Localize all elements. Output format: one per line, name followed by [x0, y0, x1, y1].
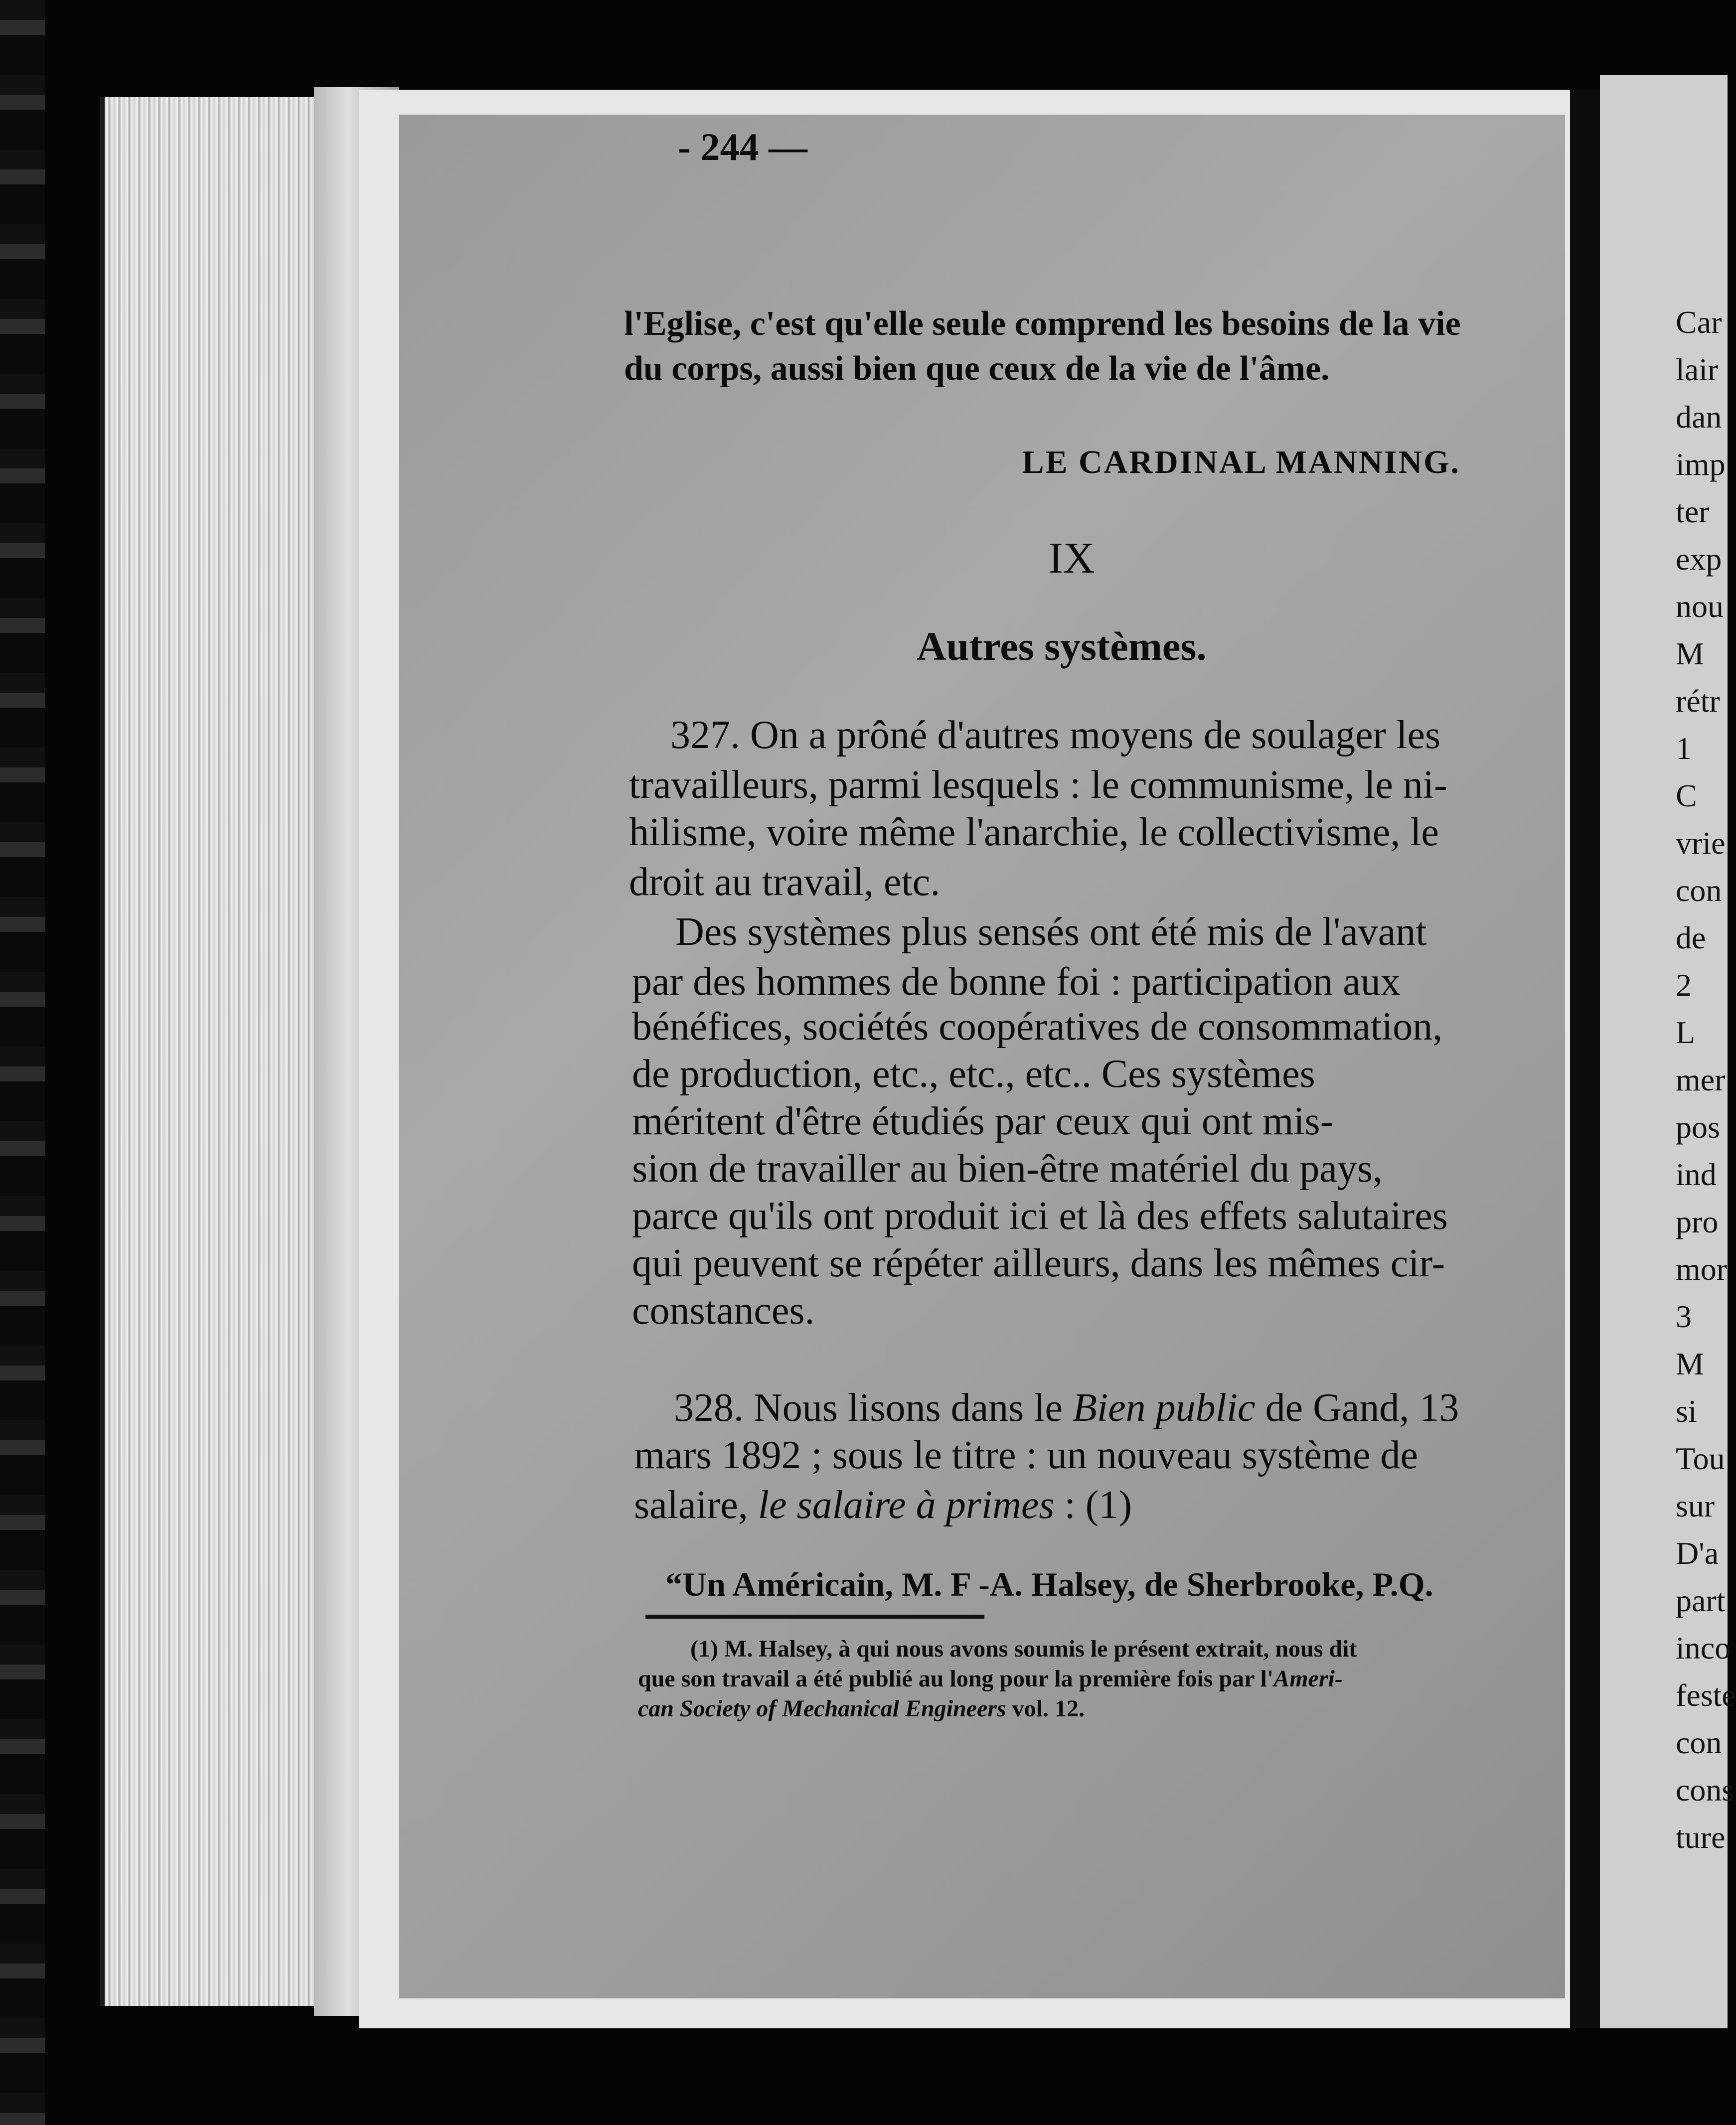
facing-page-fragment: Car	[1676, 304, 1722, 340]
facing-page-fragment: pro	[1676, 1204, 1719, 1239]
p2-line-8: qui peuvent se répéter ailleurs, dans les mêmes cir-	[632, 1241, 1445, 1285]
facing-page-fragment: de	[1676, 920, 1706, 955]
facing-page-fragment: part	[1676, 1583, 1726, 1618]
p328-line-1-b: de Gand, 13	[1255, 1386, 1459, 1430]
newspaper-title: Bien public	[1073, 1386, 1256, 1430]
facing-page-fragment: nou	[1676, 589, 1724, 624]
facing-page-fragment: sur	[1676, 1488, 1715, 1523]
footnote-line-2	[638, 1667, 1343, 1691]
p327-line-1: 327. On a prôné d'autres moyens de soulager les	[670, 713, 1441, 757]
p2-line-1: Des systèmes plus sensés ont été mis de l'avant	[675, 910, 1427, 954]
facing-page-fragment: M	[1676, 636, 1704, 671]
facing-page-fragment: ter	[1676, 494, 1710, 529]
p2-line-6: sion de travailler au bien-être matériel du pays,	[632, 1147, 1383, 1191]
quote-line: “Un Américain, M. F -A. Halsey, de Sherbrooke, P.Q.	[665, 1565, 1433, 1603]
p328-line-3-b: : (1)	[1054, 1483, 1132, 1527]
facing-page-fragment: inco	[1676, 1630, 1731, 1666]
facing-page-fragment: exp	[1676, 541, 1722, 577]
footnote-rule	[645, 1615, 984, 1619]
p328-line-1	[674, 1388, 1459, 1428]
p2-line-4: de production, etc., etc., etc.. Ces systèmes	[632, 1052, 1315, 1096]
p2-line-2: par des hommes de bonne foi : participation aux	[632, 960, 1401, 1004]
facing-page-fragment: si	[1676, 1393, 1697, 1429]
society-name: can Society of Mechanical Engineers	[638, 1695, 1006, 1722]
p2-line-5: méritent d'être étudiés par ceux qui ont mis-	[632, 1099, 1334, 1143]
section-number: IX	[1048, 534, 1095, 583]
facing-page-fragment: ind	[1676, 1157, 1717, 1192]
top-line-1: l'Eglise, c'est qu'elle seule comprend les besoins de la vie	[624, 304, 1461, 343]
facing-page-fragment: 1	[1676, 731, 1692, 766]
p328-line-3-a: salaire,	[634, 1483, 758, 1527]
facing-page-fragment: lair	[1676, 352, 1719, 387]
facing-page-fragment: mor	[1676, 1251, 1728, 1287]
signature: LE CARDINAL MANNING.	[1022, 444, 1460, 480]
facing-page-fragment: feste	[1676, 1677, 1736, 1713]
facing-page-fragment: mer	[1676, 1062, 1726, 1097]
footnote-line-2-a: que son travail a été publié au long pour la première fois par l'	[638, 1666, 1274, 1692]
facing-page-fragment: 3	[1676, 1299, 1692, 1334]
p327-line-4: droit au travail, etc.	[629, 860, 941, 904]
facing-page-fragment: rétr	[1676, 683, 1720, 719]
footnote-line-3	[638, 1697, 1085, 1721]
facing-page-fragment: ture	[1676, 1820, 1726, 1855]
facing-page-fragment: C	[1676, 778, 1697, 813]
facing-page-fragment: Tou	[1676, 1441, 1725, 1476]
facing-page-fragment: D'a	[1676, 1535, 1719, 1571]
facing-page-fragment: imp	[1676, 447, 1726, 482]
p328-line-3	[634, 1485, 1132, 1525]
section-title: Autres systèmes.	[917, 623, 1207, 669]
p2-line-7: parce qu'ils ont produit ici et là des effets salutaires	[632, 1194, 1448, 1238]
page-number: - 244 —	[678, 125, 807, 168]
p327-line-2: travailleurs, parmi lesquels : le communisme, le ni-	[629, 763, 1447, 807]
salary-system-name: le salaire à primes	[758, 1483, 1055, 1527]
footnote-line-2-italic: Ameri-	[1273, 1666, 1343, 1692]
p327-line-3: hilisme, voire même l'anarchie, le collectivisme, le	[629, 810, 1439, 854]
facing-page-fragment: vrie	[1676, 825, 1726, 861]
top-line-2: du corps, aussi bien que ceux de la vie de l'âme.	[624, 349, 1330, 388]
p2-line-3: bénéfices, sociétés coopératives de consommation,	[632, 1005, 1443, 1049]
footnote-line-1: (1) M. Halsey, à qui nous avons soumis le présent extrait, nous dit	[690, 1636, 1357, 1662]
p328-line-2: mars 1892 ; sous le titre : un nouveau système de	[634, 1433, 1419, 1477]
facing-page-fragment: con	[1676, 873, 1722, 908]
facing-page-fragment: M	[1676, 1346, 1704, 1381]
facing-page-fragment: pos	[1676, 1109, 1720, 1145]
p328-line-1-a: 328. Nous lisons dans le	[674, 1386, 1073, 1430]
footnote-line-3-b: vol. 12.	[1006, 1695, 1085, 1722]
facing-page-fragment: 2	[1676, 967, 1692, 1003]
facing-page-fragment: L	[1676, 1015, 1696, 1050]
p2-line-9: constances.	[632, 1289, 815, 1333]
facing-page-fragment: con	[1676, 1725, 1722, 1760]
facing-page-fragment: dan	[1676, 399, 1722, 435]
facing-page-fragment: cons	[1676, 1772, 1735, 1808]
